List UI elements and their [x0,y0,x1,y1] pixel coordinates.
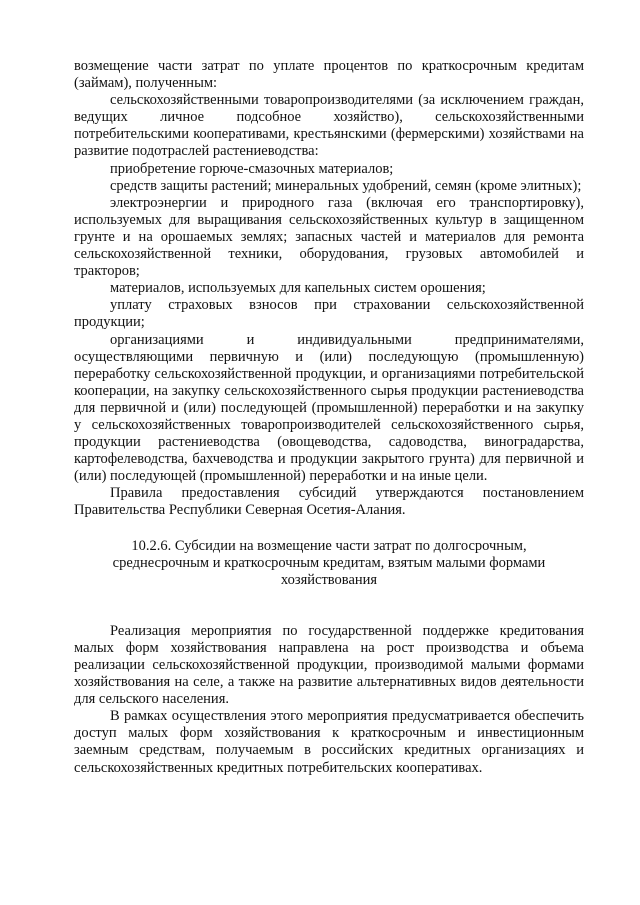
paragraph-electricity-gas: электроэнергии и природного газа (включая его транспортировку), используемых для выращивания сельскохозяйственных культур в защищенном грунте и на орошаемых землях; запасных частей и материалов для ремонта сельскохозяйственной техники, оборудования, грузовых автомобилей и тракторов; [74,194,584,280]
paragraph-plant-protection: средств защиты растений; минеральных удобрений, семян (кроме элитных); [110,177,582,194]
paragraph-drip-irrigation: материалов, используемых для капельных систем орошения; [110,280,486,297]
paragraph-producers: сельскохозяйственными товаропроизводителями (за исключением граждан, ведущих личное подсобное хозяйство), сельскохозяйственными потребительскими кооперативами, крестьянскими (фермерскими) хозяйствами на развитие подотраслей растениеводства: [74,92,584,160]
paragraph-access: В рамках осуществления этого мероприятия предусматривается обеспечить доступ малых форм хозяйствования к краткосрочным и инвестиционным заемным средствам, получаемым в российских кредитных организациях и сельскохозяйственных кредитных потребительских кооперативах. [74,708,584,776]
document-page [74,58,584,777]
paragraph-insurance: уплату страховых взносов при страховании сельскохозяйственной продукции; [74,297,584,331]
paragraph-fuel: приобретение горюче-смазочных материалов; [110,160,394,177]
paragraph-interest-reimbursement: возмещение части затрат по уплате процентов по краткосрочным кредитам (займам), полученным: [74,58,584,92]
section-heading: 10.2.6. Субсидии на возмещение части затрат по долгосрочным, среднесрочным и краткосрочным кредитам, взятым малыми формами хозяйствования [112,537,546,588]
paragraph-implementation: Реализация мероприятия по государственной поддержке кредитования малых форм хозяйствования направлена на рост производства и объема реализации сельскохозяйственной продукции, производимой малыми формами хозяйствования на селе, а также на развитие альтернативных видов деятельности для сельского населения. [74,622,584,708]
paragraph-organizations: организациями и индивидуальными предпринимателями, осуществляющими первичную и (или) последующую (промышленную) переработку сельскохозяйственной продукции, и организациями потребительской кооперации, на закупку сельскохозяйственного сырья продукции растениеводства для первичной и (или) последующей (промышленной) переработки и на закупку у сельскохозяйственных товаропроизводителей сельскохозяйственного сырья, продукции растениеводства (овощеводства, садоводства, виноградарства, картофелеводства, бахчеводства и продукции закрытого грунта) для первичной и (или) последующей (промышленной) переработки и на иные цели. [74,331,584,485]
paragraph-rules: Правила предоставления субсидий утверждаются постановлением Правительства Республики Северная Осетия-Алания. [74,485,584,519]
